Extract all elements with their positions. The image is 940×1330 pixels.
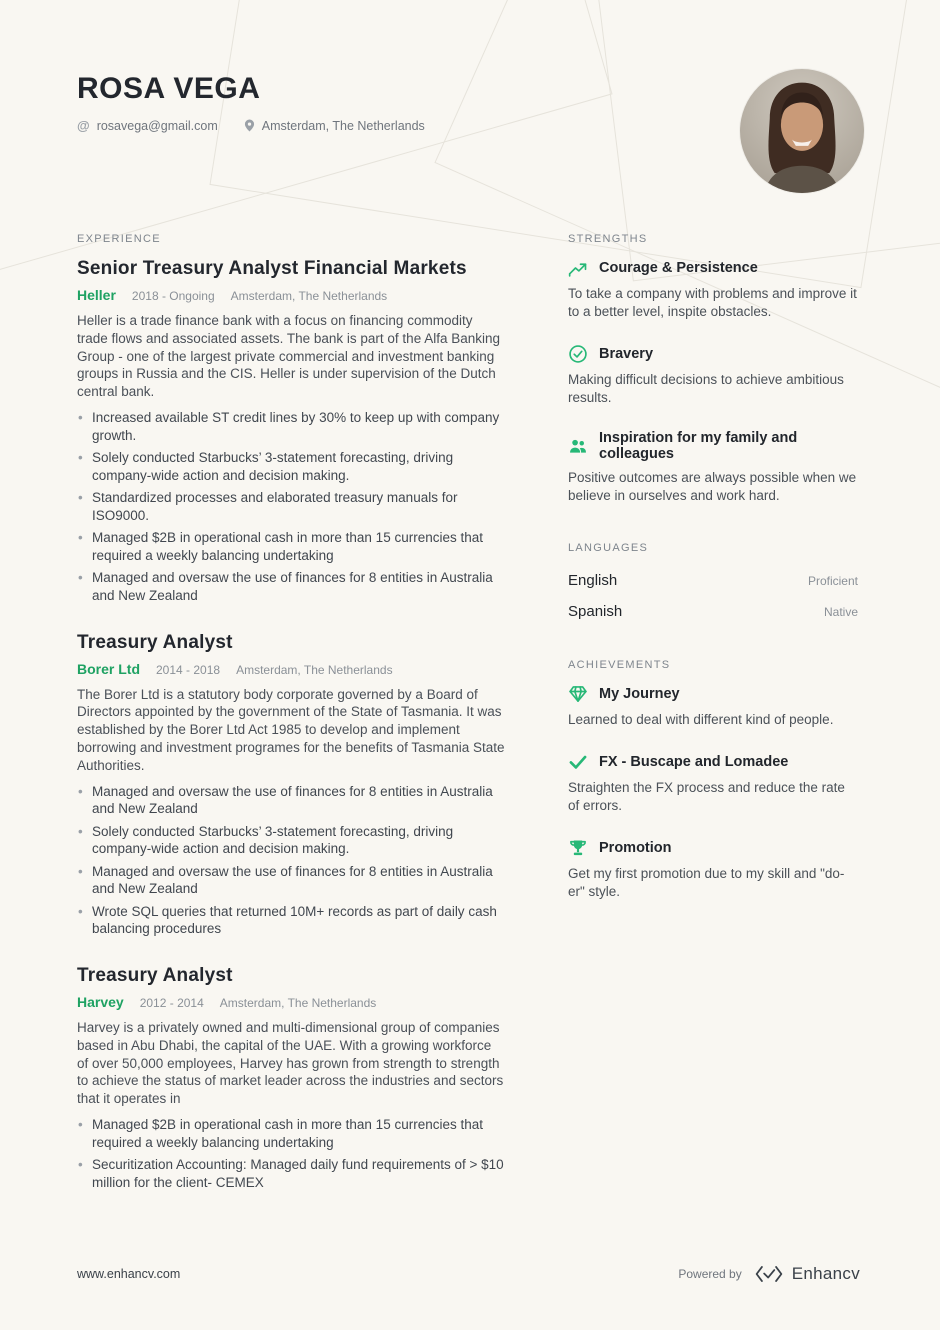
sidebar-column xyxy=(568,233,858,1218)
job-company: Heller xyxy=(77,287,116,303)
job-title: Treasury Analyst xyxy=(77,631,233,653)
job-location: Amsterdam, The Netherlands xyxy=(236,662,393,677)
achievement-description: Learned to deal with different kind of people. xyxy=(568,711,834,727)
job-company: Harvey xyxy=(77,993,124,1010)
achievement-head xyxy=(568,684,858,704)
languages-section xyxy=(568,542,858,629)
enhancv-brand[interactable] xyxy=(754,1264,860,1284)
trend-up-icon xyxy=(568,258,588,278)
email-item[interactable] xyxy=(77,118,218,133)
at-icon: @ xyxy=(77,118,90,133)
strength-item xyxy=(568,430,858,505)
enhancv-site-link[interactable]: www.enhancv.com xyxy=(77,1267,181,1281)
job-location: Amsterdam, The Netherlands xyxy=(230,289,388,303)
achievement-description: Straighten the FX process and reduce the rate of errors. xyxy=(568,779,845,813)
experience-section-label: EXPERIENCE xyxy=(77,233,161,245)
achievements-section xyxy=(568,659,858,901)
experience-column xyxy=(77,233,505,1218)
achievements-section-label: ACHIEVEMENTS xyxy=(568,658,671,671)
job-description: Harvey is a privately owned and multi-dimensional group of companies based in Abu Dhabi, the capital of the UAE. With a growing workforce of over 50,000 employees, Harvey has grown from strength to strength to achieve the status of market leader across the industries and sectors that it operates in xyxy=(77,1019,504,1107)
strengths-section-label: STRENGTHS xyxy=(568,233,648,245)
location-item xyxy=(244,119,425,133)
job-title: Senior Treasury Analyst Financial Markets xyxy=(77,258,467,279)
powered-by-label: Powered by xyxy=(678,1267,742,1281)
achievement-title: Promotion xyxy=(599,839,672,856)
job-dates: 2018 - Ongoing xyxy=(131,289,215,303)
strength-title: Courage & Persistence xyxy=(599,260,758,276)
strength-item xyxy=(568,344,858,407)
pin-icon xyxy=(244,119,255,132)
achievement-title: FX - Buscape and Lomadee xyxy=(599,753,789,770)
strength-head xyxy=(568,430,858,462)
trophy-icon xyxy=(568,838,588,858)
resume-body xyxy=(0,233,940,1218)
strengths-section xyxy=(568,233,858,505)
profile-photo xyxy=(740,69,864,193)
languages-section-label: LANGUAGES xyxy=(568,541,649,554)
job-meta xyxy=(77,287,505,303)
job-bullet: • Managed $2B in operational cash in more than 15 currencies that required a weekly balancing undertaking xyxy=(77,1116,505,1151)
job-title: Treasury Analyst xyxy=(77,964,233,986)
language-name: Spanish xyxy=(568,602,623,620)
strength-title: Inspiration for my family and colleagues xyxy=(599,429,798,462)
achievement-item xyxy=(568,838,858,901)
job-location: Amsterdam, The Netherlands xyxy=(219,995,377,1010)
job-dates: 2012 - 2014 xyxy=(139,995,204,1010)
job-bullet: • Solely conducted Starbucks’ 3-statement forecasting, driving company-wide action and decision making. xyxy=(77,449,505,484)
job-bullet: • Standardized processes and elaborated treasury manuals for ISO9000. xyxy=(77,489,505,524)
language-row xyxy=(568,598,858,629)
job-bullet: • Managed and oversaw the use of finances for 8 entities in Australia and New Zealand xyxy=(77,783,505,818)
job-description: The Borer Ltd is a statutory body corporate governed by a Board of Directors appointed by the government of the State of Tasmania. It was established by the Borer Ltd Act 1985 to develop and implement borrowing and investment programes for the benefits of Tasmania State Authorities. xyxy=(77,686,505,773)
language-row xyxy=(568,567,858,598)
job-bullet: • Wrote SQL queries that returned 10M+ records as part of daily cash balancing procedures xyxy=(77,903,505,938)
job-bullet: • Managed and oversaw the use of finances for 8 entities in Australia and New Zealand xyxy=(77,863,505,898)
job-bullet-list xyxy=(77,783,505,938)
job-bullet: • Increased available ST credit lines by 30% to keep up with company growth. xyxy=(77,409,505,444)
job-bullet: • Managed $2B in operational cash in more than 15 currencies that required a weekly balancing undertaking xyxy=(77,529,505,564)
job-meta xyxy=(77,661,505,677)
email-text: rosavega@gmail.com xyxy=(96,118,218,133)
job-bullet: • Solely conducted Starbucks’ 3-statement forecasting, driving company-wide action and decision making. xyxy=(77,823,505,858)
job-bullet: • Securitization Accounting: Managed daily fund requirements of > $10 million for the client- CEMEX xyxy=(77,1156,505,1191)
job-bullet-list xyxy=(77,409,505,604)
achievement-title: My Journey xyxy=(599,685,680,702)
enhancv-logo-icon xyxy=(754,1264,784,1284)
job-bullet-list xyxy=(77,1116,505,1191)
job-bullet: • Managed and oversaw the use of finances for 8 entities in Australia and New Zealand xyxy=(77,569,505,604)
job-dates: 2014 - 2018 xyxy=(156,662,221,677)
portrait-image xyxy=(740,69,864,193)
strength-description: To take a company with problems and improve it to a better level, inspite obstacles. xyxy=(568,286,857,319)
strength-description: Making difficult decisions to achieve ambitious results. xyxy=(568,371,844,405)
experience-entry xyxy=(77,632,505,938)
strength-description: Positive outcomes are always possible when we believe in ourselves and work hard. xyxy=(568,469,857,503)
achievement-description: Get my first promotion due to my skill and "do-er" style. xyxy=(568,865,845,899)
strength-title: Bravery xyxy=(599,345,654,362)
experience-entry xyxy=(77,258,505,605)
achievement-head xyxy=(568,752,858,772)
badge-check-icon xyxy=(568,344,588,364)
page-footer xyxy=(77,1264,860,1284)
candidate-name: ROSA VEGA xyxy=(77,72,261,105)
footer-branding xyxy=(678,1264,860,1284)
strength-item xyxy=(568,258,858,321)
location-text: Amsterdam, The Netherlands xyxy=(261,118,425,133)
enhancv-wordmark: Enhancv xyxy=(791,1264,860,1283)
strength-head xyxy=(568,258,858,278)
experience-entry xyxy=(77,965,505,1191)
job-company: Borer Ltd xyxy=(77,660,140,677)
achievement-head xyxy=(568,838,858,858)
language-level: Proficient xyxy=(807,573,858,588)
users-icon xyxy=(568,436,588,456)
strength-head xyxy=(568,344,858,364)
language-level: Native xyxy=(823,604,858,619)
job-description: Heller is a trade finance bank with a focus on financing commodity trade flows and associated assets. The bank is part of the Alfa Banking Group - one of the largest private commercial and investment banking groups in Russia and the CIS. Heller is under supervision of the Dutch central bank. xyxy=(77,313,501,400)
check-icon xyxy=(568,752,588,772)
gem-icon xyxy=(568,684,588,704)
achievement-item xyxy=(568,752,858,815)
job-meta xyxy=(77,994,505,1010)
achievement-item xyxy=(568,684,858,729)
language-name: English xyxy=(568,571,618,589)
